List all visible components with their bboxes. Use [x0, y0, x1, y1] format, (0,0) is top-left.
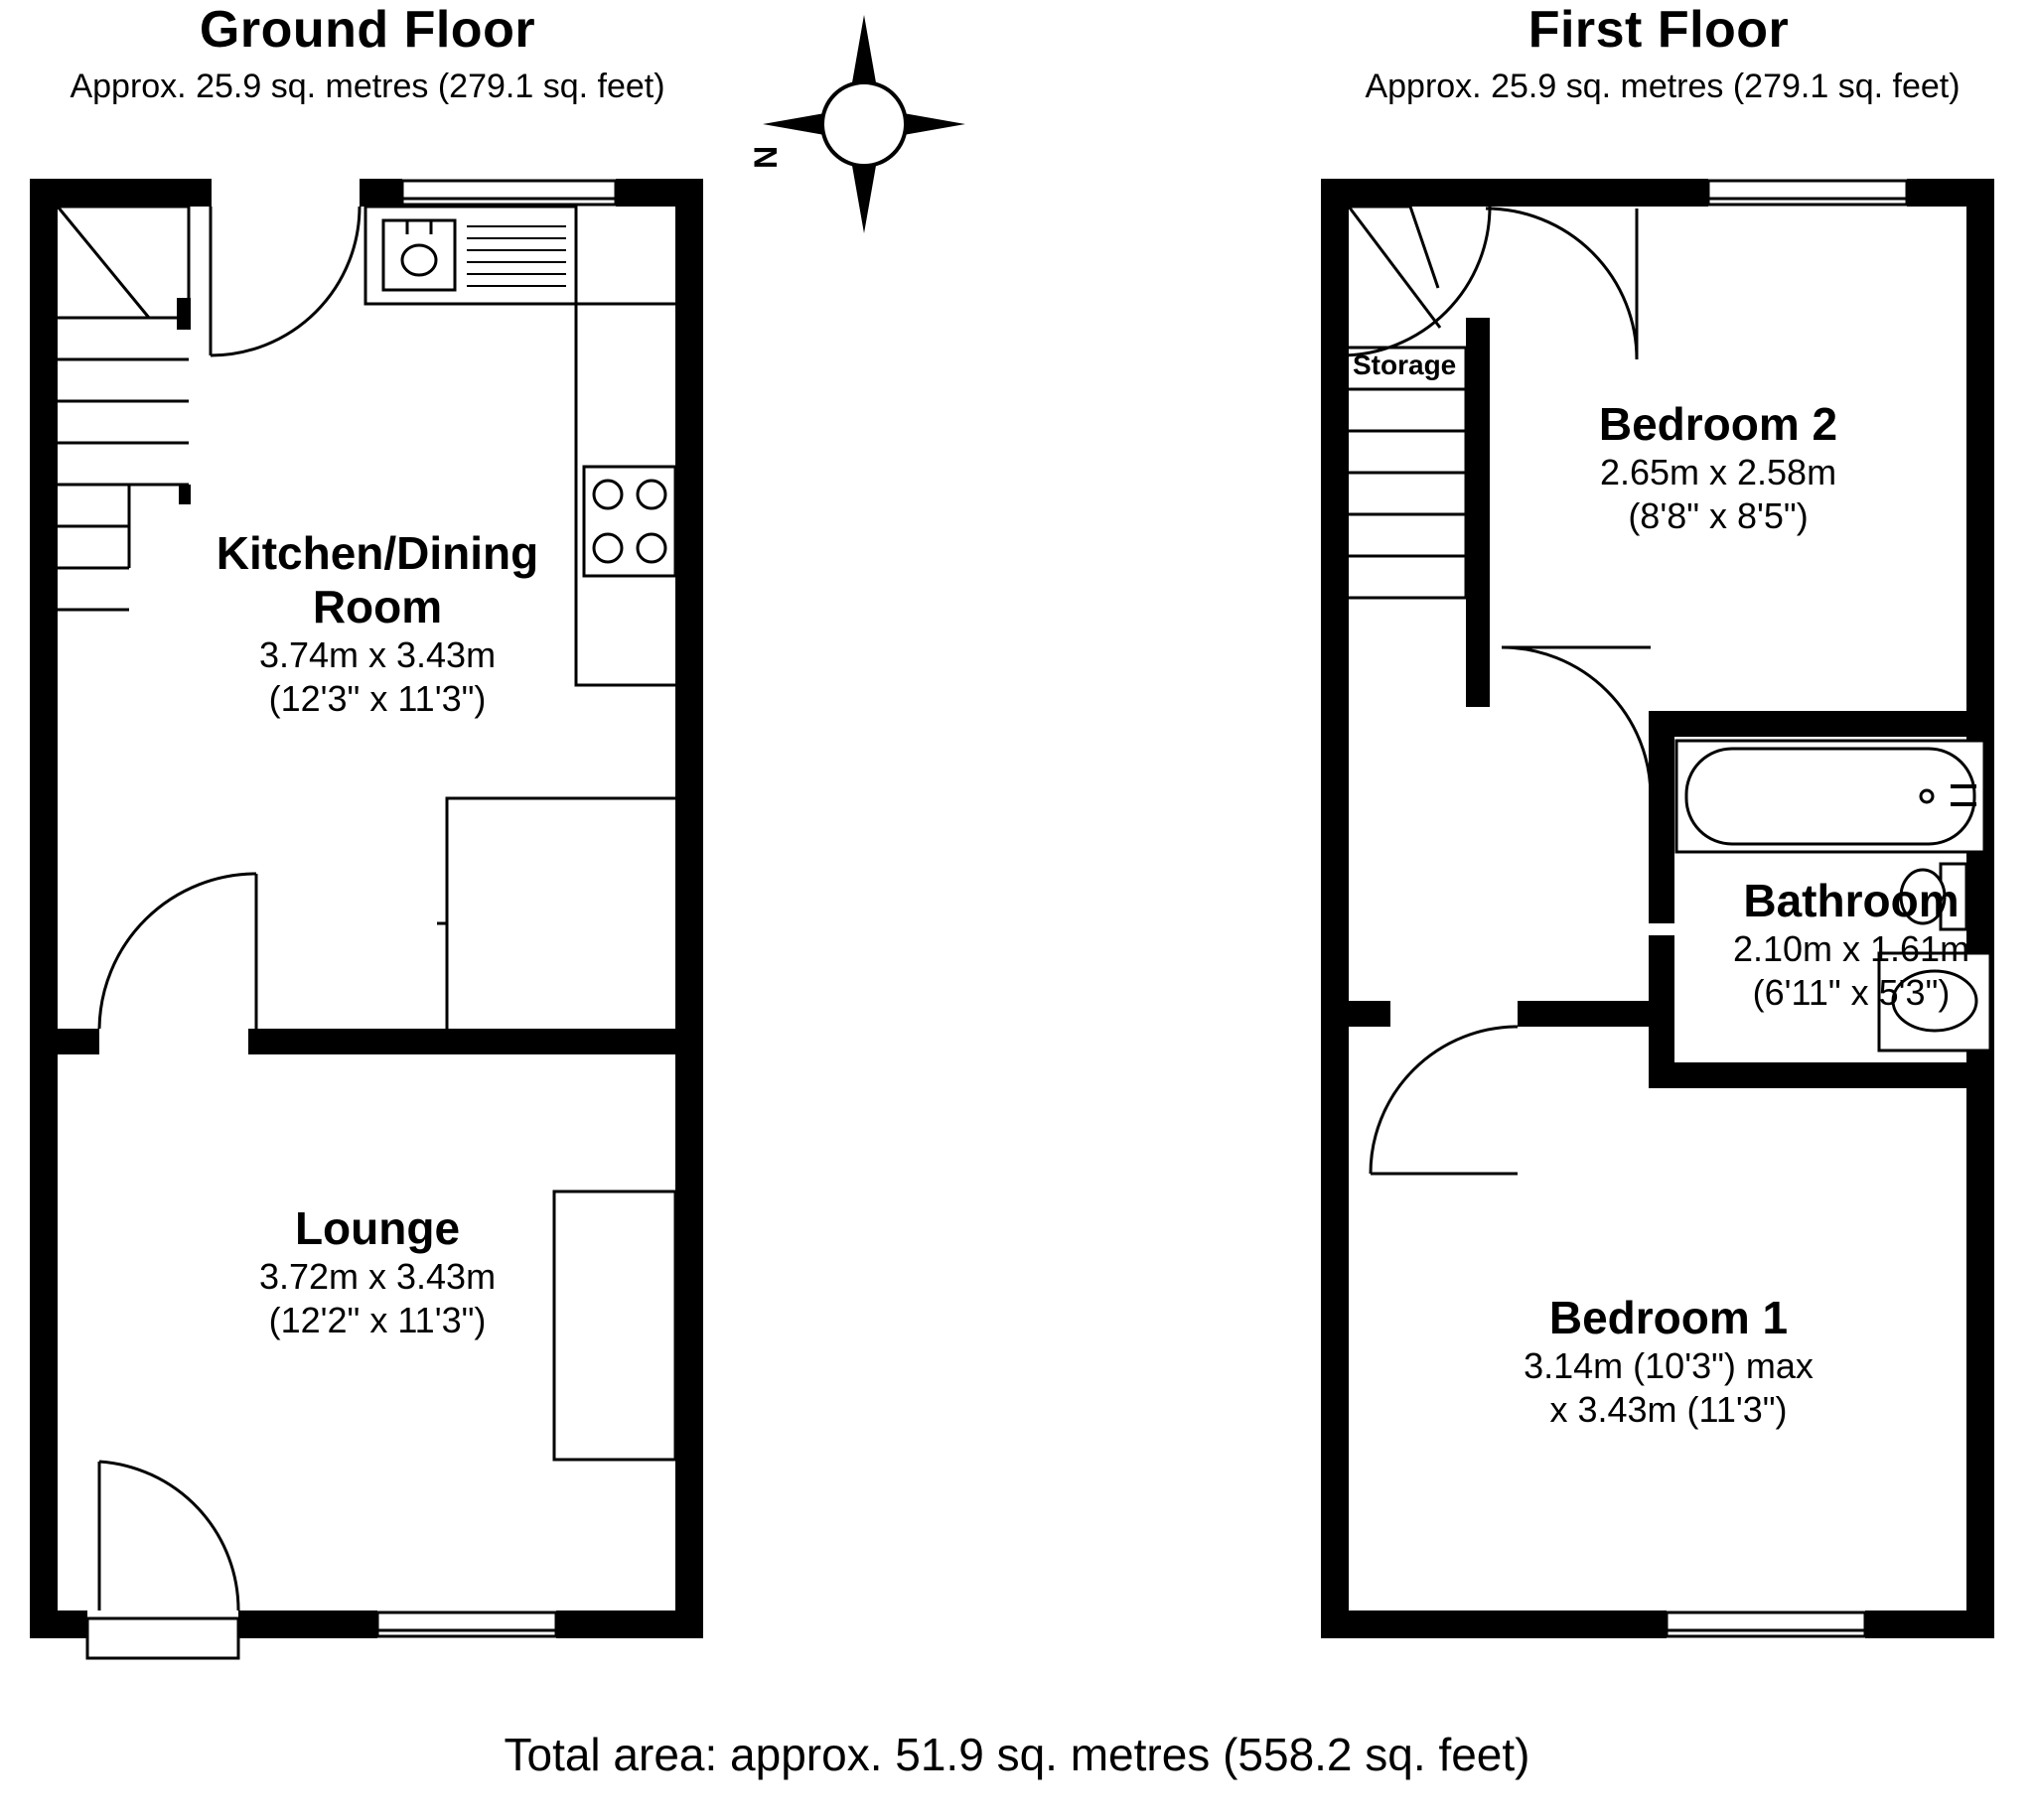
total-area-label: Total area: approx. 51.9 sq. metres (558.2 sq. feet): [504, 1729, 1530, 1780]
room-dim-imperial: (6'11" x 5'3"): [1752, 972, 1951, 1013]
ground-floor-subtitle: Approx. 25.9 sq. metres (279.1 sq. feet): [70, 68, 665, 105]
room-label-bathroom: [1669, 874, 2034, 1015]
room-dim-metric: 3.14m (10'3") max: [1524, 1345, 1814, 1386]
room-dim-metric: 2.10m x 1.61m: [1732, 928, 1970, 969]
compass-rose: [748, 10, 973, 238]
room-name: Lounge: [294, 1202, 461, 1254]
first-floor-subtitle: Approx. 25.9 sq. metres (279.1 sq. feet): [1365, 68, 1961, 105]
room-label-bedroom-1: [1361, 1291, 1976, 1432]
room-name: Kitchen/Dining: [216, 527, 539, 579]
room-label-kitchen-dining: [99, 526, 655, 721]
room-name: Bedroom 2: [1598, 398, 1838, 450]
room-dim-metric: 2.65m x 2.58m: [1599, 452, 1837, 492]
ground-floor-plan: [0, 169, 755, 1678]
room-name-line2: Room: [312, 581, 443, 632]
storage-label: Storage: [1353, 350, 1457, 380]
room-dim-imperial: x 3.43m (11'3"): [1549, 1389, 1788, 1430]
room-dim-imperial: (8'8" x 8'5"): [1628, 495, 1809, 536]
room-name: Bathroom: [1743, 875, 1960, 926]
room-dim-metric: 3.74m x 3.43m: [258, 634, 497, 675]
room-dim-imperial: (12'3" x 11'3"): [268, 678, 487, 719]
room-name: Bedroom 1: [1548, 1292, 1789, 1343]
first-floor-title: First Floor: [1527, 1, 1790, 59]
room-label-lounge: [99, 1201, 655, 1342]
room-dim-metric: 3.72m x 3.43m: [258, 1256, 497, 1297]
ground-floor-title: Ground Floor: [199, 1, 536, 59]
room-dim-imperial: (12'2" x 11'3"): [268, 1300, 487, 1340]
room-label-bedroom-2: [1460, 397, 1976, 538]
compass-north-label: N: [748, 145, 785, 170]
